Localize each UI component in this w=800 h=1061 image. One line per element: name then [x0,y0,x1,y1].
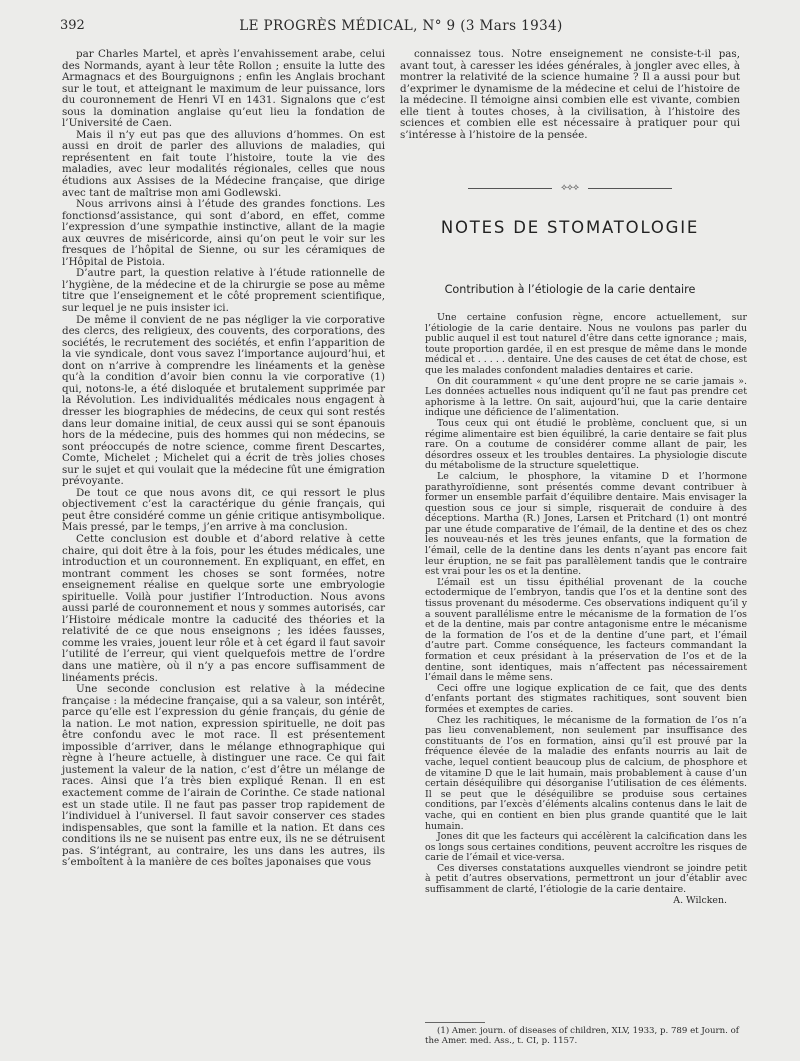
paragraph: On dit couramment « qu’une dent propre ne se carie jamais ». Les données actuelles nous indiquent qu’il ne faut pas prendre cet aphorisme à la lettre. On sait, aujourd’hui, que la carie dentaire indique une déficience de l’alimentation. [425,375,747,419]
paragraph: par Charles Martel, et après l’envahissement arabe, celui des Normands, ayant à leur tête Rollon ; ensuite la lutte des Armagnacs et des Bourguignons ; enfin les Anglais brochant sur le tout, et atteignant le maximum de leur puissance, lors du couronnement de Henri VI en 1431. Signalons que c’est sous la domination anglaise qu’eut lieu la fondation de l’Université de Caen. [62,48,385,130]
running-title: LE PROGRÈS MÉDICAL, N° 9 (3 Mars 1934) [239,18,563,34]
paragraph: De même il convient de ne pas négliger la vie corporative des clercs, des religieux, des couvents, des corporations, des sociétés, le recrutement des sociétés, et enfin l’apparition de la vie syndicale, dont vous savez l’importance aujourd’hui, et dont on n’arrive à comprendre les linéaments et la genèse qu’à la condition d’avoir bien connu la vie corporative (1) qui, notons-le, a été disloquée et brutalement supprimée par la Révolution. Les individualités médicales nous engagent à dresser les biographies de médecins, de ceux qui sont restés dans leur domaine initial, de ceux aussi qui se sont épanouis hors de la médecine, puis des hommes qui non médecins, se sont préoccupés de notre science, comme firent Descartes, Comte, Michelet ; Michelet qui a écrit de très jolies choses sur le sujet et qui voulait que la médecine fût une émigration prévoyante. [62,313,385,488]
footnote: (1) Amer. journ. of diseases of children, XLV, 1933, p. 789 et Journ. of the Amer. med. Ass., t. CI, p. 1157. [425,1026,739,1046]
paragraph: Mais il n’y eut pas que des alluvions d’hommes. On est aussi en droit de parler des alluvions de maladies, qui représentent en fait toute l’histoire, toute la vie des maladies, avec leur modalités régionales, celles que nous étudions aux Assises de la Médecine française, que dirige avec tant de maîtrise mon ami Godlewski. [62,128,385,199]
page-number: 392 [60,18,85,33]
paragraph: Ceci offre une logique explication de ce fait, que des dents d’enfants portant des stigmates rachitiques, sont souvent bien formées et exemptes de caries. [425,682,747,715]
paragraph: Chez les rachitiques, le mécanisme de la formation de l’os n’a pas lieu convenablement, non seulement par insuffisance des constituants de l’os en formation, ainsi qu’il est prouvé par la fréquence élevée de la maladie des enfants nourris au lait de vache, lequel contient beaucoup plus de calcium, de phosphore et de vitamine D que le lait humain, mais probablement à cause d’un certain déséquilibre qui désorganise l’utilisation de ces éléments. Il se peut que le déséquilibre se produise sous certaines conditions, par l’excès d’éléments alcalins contenus dans le lait de vache, qui en contient en bien plus grande quantité que le lait humain. [425,714,747,832]
paragraph: Cette conclusion est double et d’abord relative à cette chaire, qui doit être à la fois, pour les études médicales, une introduction et un couronnement. En expliquant, en effet, en montrant comment les choses se sont formées, notre enseignement réalise en quelque sorte une embryologie spirituelle. Voilà pour justifier l’Introduction. Nous avons aussi parlé de couronnement et nous y sommes autorisés, car l’Histoire médicale montre la caducité des théories et la relativité de ce que nous enseignons ; les idées fausses, comme les vraies, jouent leur rôle et à cet égard il faut savoir l’utilité de l’erreur, qui vient quelquefois mettre de l’ordre dans une matière, où il n’y a pas encore suffisamment de linéaments précis. [62,532,385,684]
section-title: NOTES DE STOMATOLOGIE [440,218,700,237]
paragraph: Jones dit que les facteurs qui accélèrent la calcification dans les os longs sous certaines conditions, peuvent accroître les risques de carie de l’émail et vice-versa. [425,831,747,864]
paragraph: De tout ce que nous avons dit, ce qui ressort le plus objectivement c’est la caractérique du génie français, qui peut être considéré comme un génie critique antisymbolique. Mais pressé, par le temps, j’en arrive à ma conclusion. [62,486,385,534]
paragraph: Une seconde conclusion est relative à la médecine française : la médecine française, qui a sa valeur, son intérêt, parce qu’elle est l’expression du génie français, du génie de la nation. Le mot nation, expression spirituelle, ne doit pas être confondu avec le mot race. Il est présentement impossible d’arriver, dans le mélange ethnographique qui règne à l’heure actuelle, à distinguer une race. Ce qui fait justement la valeur de la nation, c’est d’être un mélange de races. Ainsi que l’a très bien expliqué Renan. Il en est exactement comme de l’airain de Corinthe. Ce stade national est un stade utile. Il ne faut pas passer trop rapidement de l’individuel à l’universel. Il faut savoir conserver ces stades indispensables, que sont la famille et la nation. Et dans ces conditions ils ne se nuisent pas entre eux, ils ne se détruisent pas. S’intégrant, au contraire, les uns dans les autres, ils s’emboîtent à la manière de ces boîtes japonaises que vous [62,683,385,869]
section-divider [468,185,672,193]
paragraph: Une certaine confusion règne, encore actuellement, sur l’étiologie de la carie dentaire. Nous ne voulons pas parler du public auquel il est tout naturel d’être dans cette ignorance ; mais, toute proportion gardée, il en est presque de même dans le monde médical et . . . . . dentaire. Une des causes de cet état de chose, est que les malades confondent maladies dentaires et carie. [425,312,747,376]
page-header [60,18,742,38]
paragraph: D’autre part, la question relative à l’étude rationnelle de l’hygiène, de la médecine et de la chirurgie se pose au même titre que l’enseignement et le côté proprement scientifique, sur lequel je ne puis insister ici. [62,267,385,315]
left-column [62,49,385,869]
paragraph: Ces diverses constatations auxquelles viendront se joindre petit à petit d’autres observations, permettront un jour d’établir avec suffisamment de clarté, l’étiologie de la carie dentaire. [425,862,747,896]
article-paragraphs [425,313,747,896]
right-column-top [400,49,740,141]
author-signature: A. Wilcken. [673,894,727,906]
paragraph: L’émail est un tissu épithélial provenant de la couche ectodermique de l’embryon, tandis que l’os et la dentine sont des tissus provenant du mésoderme. Ces observations indiquent qu’il y a souvent parallélisme entre le mécanisme de la formation de l’os et de la dentine, mais par contre antagonisme entre le mécanisme de la formation de l’os et de la dentine d’une part, et l’émail d’autre part. Comme conséquence, les facteurs commandant la formation et ceux présidant à la préservation de l’os et de la dentine, sont identiques, mais n’affectent pas nécessairement l’émail dans le même sens. [425,576,747,684]
paragraph: connaissez tous. Notre enseignement ne consiste-t-il pas, avant tout, à caresser les idées générales, à jongler avec elles, à montrer la relativité de la science humaine ? Il a aussi pour but d’exprimer le dynamisme de la médecine et celui de l’histoire de la médecine. Il témoigne ainsi combien elle est vivante, combien elle tient à toutes choses, à la civilisation, à l’histoire des sciences et combien elle est nécessaire à pratiquer pour qui s’intéresse à l’histoire de la pensée. [400,48,740,141]
paragraph: Nous arrivons ainsi à l’étude des grandes fonctions. Les fonctionsd’assistance, qui sont d’abord, en effet, comme l’expression d’une sympathie instinctive, allant de la magie aux œuvres de miséricorde, ainsi qu’on peut le voir sur les fresques de l’hôpital de Sienne, ou sur les céramiques de l’Hôpital de Pistoia. [62,198,385,268]
footnote-rule [425,1022,485,1023]
paragraph: Tous ceux qui ont étudié le problème, concluent que, si un régime alimentaire est bien équilibré, la carie dentaire se fait plus rare. On a coutume de considérer comme allant de pair, les désordres osseux et les troubles dentaires. La physiologie discute du métabolisme de la structure squelettique. [425,417,747,472]
divider-ornament: ⟡⟡⟡ [552,183,588,193]
article-title: Contribution à l’étiologie de la carie dentaire [444,283,696,296]
article-body [425,313,747,906]
paragraph: Le calcium, le phosphore, la vitamine D et l’hormone parathyroïdienne, sont présentés comme devant contribuer à former un ensemble parfait d’équilibre dentaire. Mais envisager la question sous ce jour si simple, risquerait de conduire à des déceptions. Martha (R.) Jones, Larsen et Pritchard (1) ont montré par une étude comparative de l’émail, de la dentine et des os chez les nouveau-nés et les très jeunes enfants, que la formation de l’émail, celle de la dentine dans les dents n’ayant pas encore fait leur éruption, ne se fait pas parallèlement tandis que le contraire est vrai pour les os et la dentine. [425,470,747,578]
